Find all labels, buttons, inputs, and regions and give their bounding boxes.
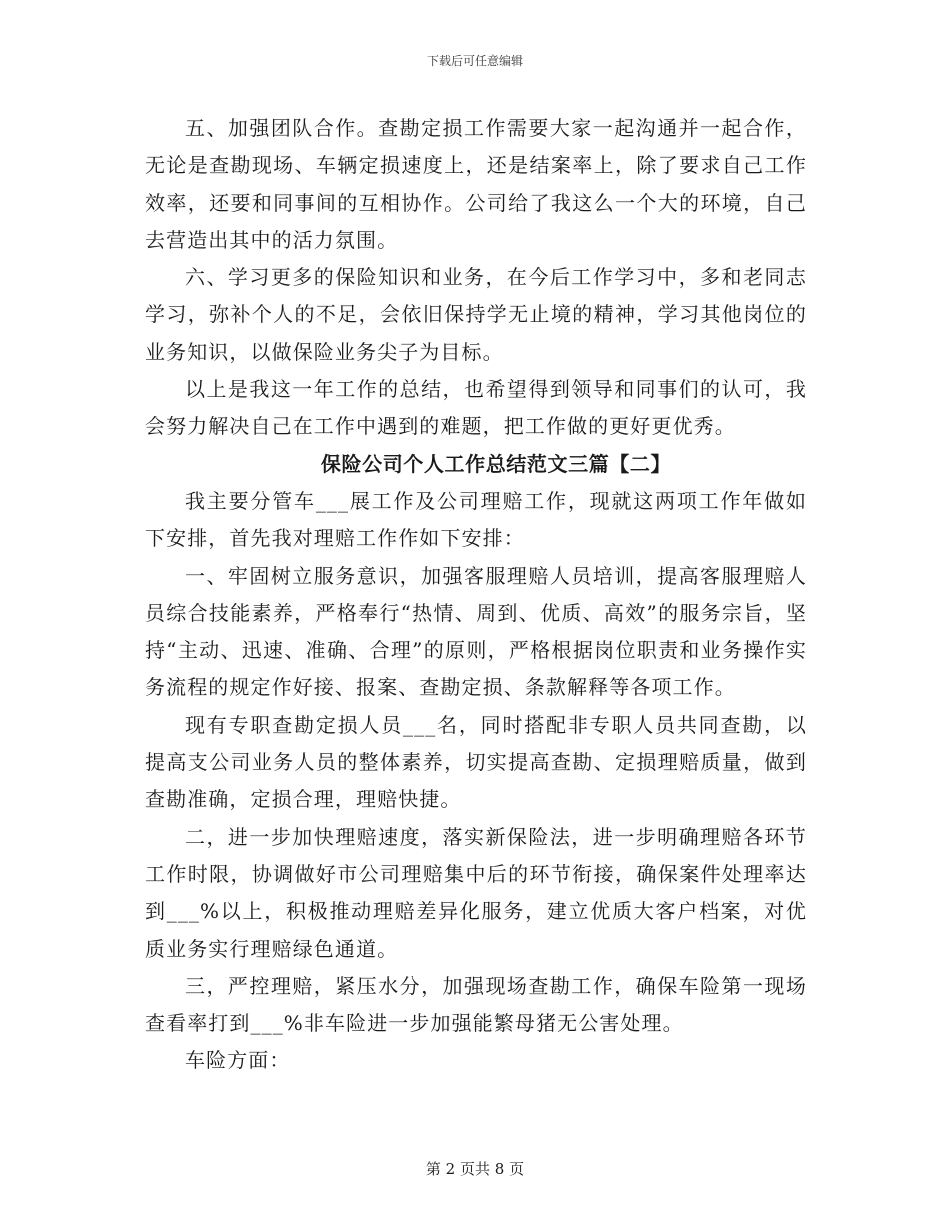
paragraph-team-cooperation: 五、加强团队合作。查勘定损工作需要大家一起沟通并一起合作，无论是查勘现场、车辆定损速度上，还是结案率上，除了要求自己工作效率，还要和同事间的互相协作。公司给了我这么一个大的环境，自己去营造出其中的活力氛围。 (145, 116, 807, 252)
paragraph-summary: 以上是我这一年工作的总结，也希望得到领导和同事们的认可，我会努力解决自己在工作中遇到的难题，把工作做的更好更优秀。 (145, 377, 807, 439)
paragraph-strict-control: 三，严控理赔，紧压水分，加强现场查勘工作，确保车险第一现场查看率打到___%非车险进一步加强能繁母猪无公害处理。 (145, 973, 807, 1036)
page-header: 下载后可任意编辑 (426, 54, 523, 68)
paragraph-intro: 我主要分管车___展工作及公司理赔工作，现就这两项工作年做如下安排，首先我对理赔工作作如下安排： (145, 488, 807, 551)
section-heading: 保险公司个人工作总结范文三篇【二】 (320, 451, 672, 476)
page-footer: 第 2 页共 8 页 (425, 1160, 525, 1178)
document-body (145, 110, 807, 1080)
paragraph-service-awareness: 一、牢固树立服务意识，加强客服理赔人员培训，提高客服理赔人员综合技能素养，严格奉行“热情、周到、优质、高效”的服务宗旨，坚持“主动、迅速、准确、合理”的原则，严格根据岗位职责和业务操作实务流程的规定作好接、报案、查勘定损、条款解释等各项工作。 (145, 563, 807, 700)
paragraph-claim-speed: 二，进一步加快理赔速度，落实新保险法，进一步明确理赔各环节工作时限，协调做好市公司理赔集中后的环节衔接，确保案件处理率达到___%以上，积极推动理赔差异化服务，建立优质大客户档案，对优质业务实行理赔绿色通道。 (145, 824, 807, 961)
paragraph-staff: 现有专职查勘定损人员___名，同时搭配非专职人员共同查勘，以提高支公司业务人员的整体素养，切实提高查勘、定损理赔质量，做到查勘准确，定损合理，理赔快捷。 (145, 712, 807, 812)
paragraph-learning: 六、学习更多的保险知识和业务，在今后工作学习中，多和老同志学习，弥补个人的不足，会依旧保持学无止境的精神，学习其他岗位的业务知识，以做保险业务尖子为目标。 (145, 265, 807, 364)
paragraph-auto-insurance: 车险方面： (185, 1048, 291, 1073)
